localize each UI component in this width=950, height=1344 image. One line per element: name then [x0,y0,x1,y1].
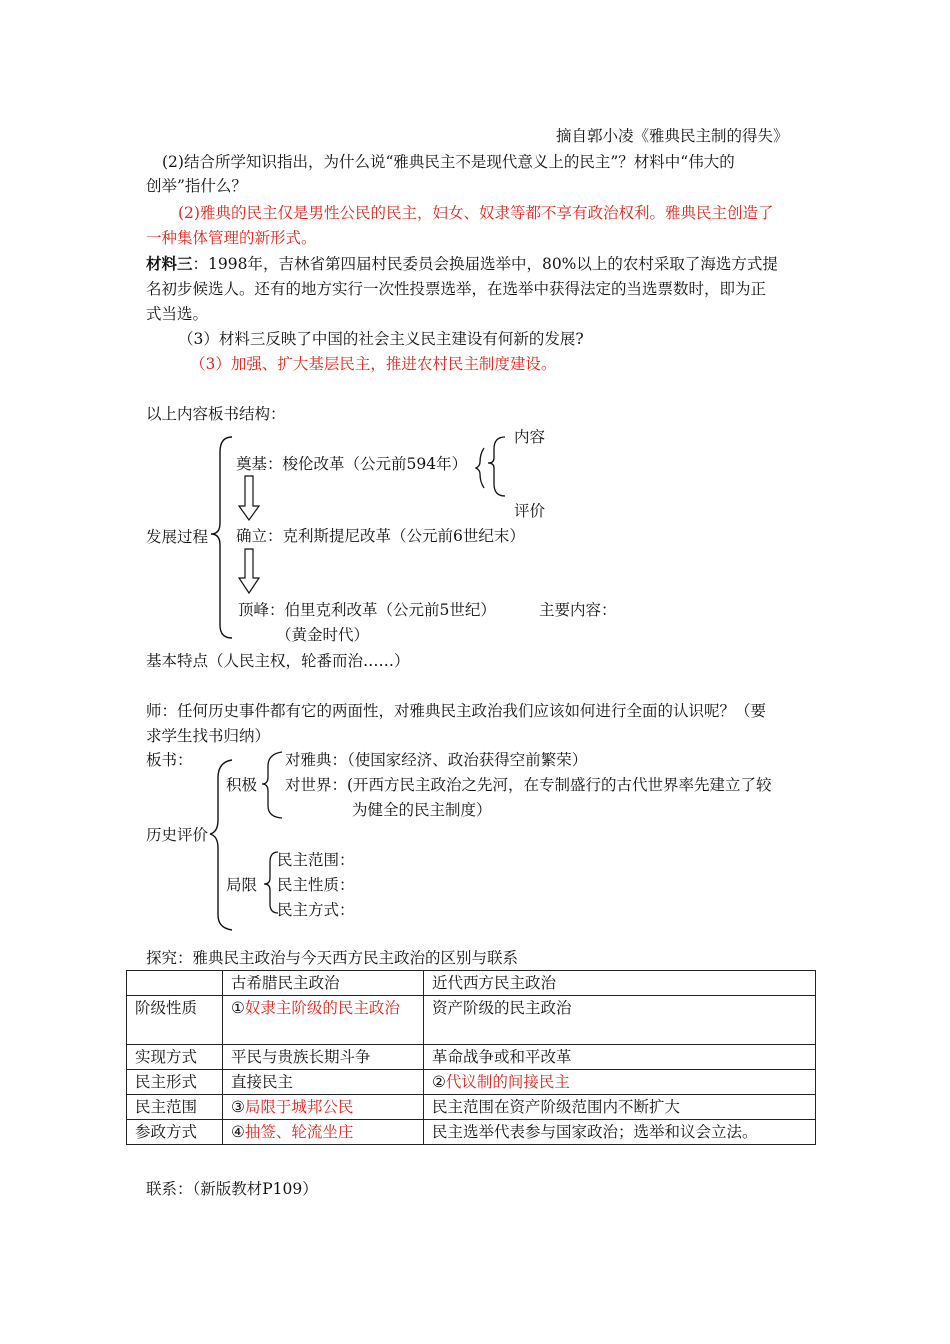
question-2-line2: 创举”指什么？ [146,177,247,195]
modern-text: 革命战争或和平改革 [432,1048,572,1066]
ancient-cell [223,1120,424,1145]
ancient-cell [223,1095,424,1120]
board2-label: 板书： [146,751,193,769]
to-athens: 对雅典：（使国家经济、政治获得空前繁荣） [285,751,588,769]
evaluation-brace [210,760,232,930]
evaluation-label: 评价 [514,502,546,520]
ancient-cell [223,1070,424,1095]
answer-3: （3）加强、扩大基层民主，推进农村民主制度建设。 [190,355,557,373]
teacher-line1: 师：任何历史事件都有它的两面性，对雅典民主政治我们应该如何进行全面的认识呢？（要 [146,702,767,720]
positive-brace [262,752,282,818]
table-header-row [127,971,816,996]
golden-age: （黄金时代） [276,626,370,644]
content-eval-brace [488,437,505,496]
table-row [127,1045,816,1070]
modern-cell [424,1120,816,1145]
to-world-line1: 对世界：(开西方民主政治之先河，在专制盛行的古代世界率先建立了较 [285,776,772,794]
modern-text: 民主范围在资产阶级范围内不断扩大 [432,1098,681,1116]
modern-text: 民主选举代表参与国家政治；选举和议会立法。 [432,1123,758,1141]
limitation-label: 局限 [226,876,258,894]
table-header-cell: 近代西方民主政治 [424,971,816,996]
process-brace [211,437,232,638]
table-row [127,1120,816,1145]
circled-number: ① [231,999,245,1017]
down-arrow-1 [239,476,259,520]
modern-text: 代议制的间接民主 [445,1073,570,1091]
circled-number: ② [432,1073,446,1091]
material-3-line3: 式当选。 [146,305,209,323]
table-header-cell [127,971,223,996]
modern-cell [424,996,816,1045]
foundation-line: 奠基：梭伦改革（公元前594年） [236,455,468,473]
board-heading: 以上内容板书结构： [146,405,286,423]
content-label: 内容 [514,428,546,446]
modern-cell [424,1045,816,1070]
modern-cell [424,1095,816,1120]
down-arrow-2 [239,549,259,593]
row-label: 民主形式 [127,1070,223,1095]
ancient-text: 平民与贵族长期斗争 [231,1048,371,1066]
row-label: 参政方式 [127,1120,223,1145]
answer-2-line1: (2)雅典的民主仅是男性公民的民主，妇女、奴隶等都不享有政治权利。雅典民主创造了 [178,204,774,222]
scope-label: 民主范围： [277,851,355,869]
material-3-text: ：1998年，吉林省第四届村民委员会换届选举中，80%以上的农村采取了海选方式提 [192,255,778,273]
foundation-brace [476,448,484,488]
ancient-cell [223,996,424,1045]
establish-line: 确立：克利斯提尼改革（公元前6世纪末） [236,527,525,545]
modern-text: 资产阶级的民主政治 [432,999,572,1017]
circled-number: ④ [231,1123,245,1141]
to-world-line2: 为健全的民主制度） [352,801,492,819]
ancient-text: 抽签、轮流坐庄 [244,1123,354,1141]
modern-cell [424,1070,816,1095]
source-citation: 摘自郭小凌《雅典民主制的得失》 [556,127,789,145]
ancient-cell [223,1045,424,1070]
main-content-label: 主要内容： [539,601,617,619]
question-3: （3）材料三反映了中国的社会主义民主建设有何新的发展? [178,330,584,348]
peak-line: 顶峰：伯里克利改革（公元前5世纪） [238,601,496,619]
table-row [127,996,816,1045]
nature-label: 民主性质： [277,876,355,894]
method-label: 民主方式： [277,901,355,919]
limitation-brace [264,852,278,913]
connection-note: 联系：（新版教材P109） [146,1180,318,1198]
row-label: 民主范围 [127,1095,223,1120]
row-label: 阶级性质 [127,996,223,1045]
circled-number: ③ [231,1098,245,1116]
material-3-label: 材料三 [146,254,193,273]
comparison-table [126,970,816,1145]
table-row [127,1070,816,1095]
ancient-text: 局限于城邦公民 [244,1098,354,1116]
row-label: 实现方式 [127,1045,223,1070]
inquiry-title: 探究：雅典民主政治与今天西方民主政治的区别与联系 [146,949,519,967]
question-2-line1: (2)结合所学知识指出，为什么说“雅典民主不是现代意义上的民主”？材料中“伟大的 [162,153,735,171]
table-header-cell: 古希腊民主政治 [223,971,424,996]
historical-evaluation-label: 历史评价 [146,826,209,844]
process-label: 发展过程 [146,528,209,546]
ancient-text: 直接民主 [231,1073,294,1091]
ancient-text: 奴隶主阶级的民主政治 [244,999,400,1017]
material-3-line2: 名初步候选人。还有的地方实行一次性投票选举，在选举中获得法定的当选票数时，即为正 [146,280,767,298]
answer-2-line2: 一种集体管理的新形式。 [146,229,317,247]
positive-label: 积极 [226,776,258,794]
teacher-line2: 求学生找书归纳） [146,727,271,745]
table-row [127,1095,816,1120]
basic-features: 基本特点（人民主权，轮番而治……） [146,652,410,670]
